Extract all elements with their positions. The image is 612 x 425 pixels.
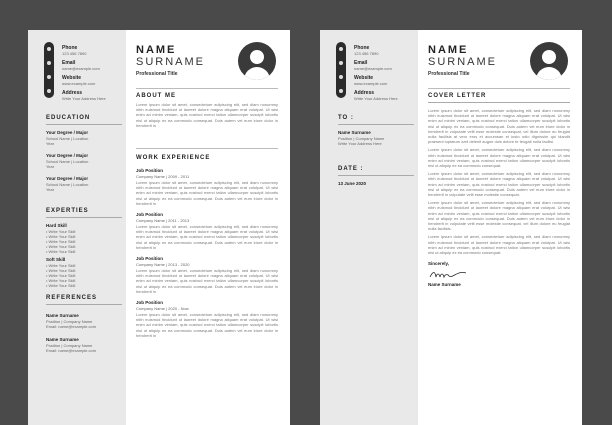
letter-main [418,30,582,425]
professional-title: Professional Title [428,71,470,77]
contact-email [354,60,416,71]
contact-website [354,75,416,86]
first-name: NAME [428,44,469,56]
job-company: Company Name | 2020 - Now [136,306,189,312]
contact-label: Address [354,90,375,96]
contact-label: Address [62,90,83,96]
year: Year [46,141,55,146]
contact-phone [62,45,124,56]
skill-item: • Write Your Skill [46,273,76,278]
reference-name: Name Surname [46,313,79,318]
globe-icon [339,75,343,79]
section-title: COVER LETTER [428,93,487,99]
section-title: REFERENCES [46,295,98,301]
contact-value: www.example.com [354,81,388,86]
degree: Your Degree / Major [46,130,89,135]
contact-value: name@example.com [354,66,392,71]
contact-email [62,60,124,71]
degree: Your Degree / Major [46,176,89,181]
job-company: Company Name | 2011 - 2013 [136,218,190,224]
cover-letter-page [320,30,582,425]
education-item [46,176,122,192]
contact-value: www.example.com [62,81,96,86]
divider [46,304,122,305]
sincerely-text: Sincerely, [428,261,449,267]
contact-label: Email [62,60,76,66]
email-icon [339,61,343,65]
education-section [46,114,122,199]
contact-value: 123 456 7890 [62,51,87,56]
section-title: EXPERTIES [46,208,89,214]
job-company: Company Name | 2013 - 2020 [136,262,190,268]
divider [136,88,278,89]
job-title: Job Position [136,300,163,306]
letter-paragraph: Lorem ipsum dolor sit amet, consectetuer adipiscing elit, sed diam nonummy nibh euismod tincidunt ut laoreet dolore magna aliquam erat volutpat. Ut wisi enim ad minim veniam, quis nostrud exerci tation ullamcorper suscipit lobortis nisl ut aliquip ex ea commodo consequat. [428,147,570,169]
divider [428,88,570,89]
job-item [136,256,278,294]
degree: Your Degree / Major [46,153,89,158]
contact-list [354,45,416,105]
globe-icon [47,75,51,79]
contact-website [62,75,124,86]
reference-position: Position | Company Name [46,319,93,324]
contact-label: Phone [354,45,370,51]
about-text: Lorem ipsum dolor sit amet, consectetuer adipiscing elit, sed diam nonummy nibh euismod tincidunt ut laoreet dolore magna aliquam erat volutpat. Ut wisi enim ad minim veniam, quis nostrud exerci tation ullamcorper suscipit lobortis nisl ut aliquip ex ea commodo consequat. Duis autem vel eum iriure dolor in hendrerit in [136,102,278,128]
recipient-name: Name Surname [338,130,371,135]
section-title: DATE : [338,166,364,172]
job-item [136,300,278,338]
letter-paragraph: Lorem ipsum dolor sit amet, consectetuer adipiscing elit, sed diam nonummy nibh euismod tincidunt ut laoreet dolore magna aliquam erat volutpat. Ut wisi enim ad minim veniam, quis nostrud exerci tation ullamcorper suscipit lobortis nisl ut aliquip ex ea commodo consequat. [428,234,570,256]
letter-paragraph: Lorem ipsum dolor sit amet, consectetuer adipiscing elit, sed diam nonummy nibh euismod tincidunt ut laoreet dolore magna aliquam erat volutpat. Ut wisi enim ad minim veniam, quis nostrud exerci tation ullamcorper suscipit lobortis nisl ut aliquip ex ea commodo consequat. Duis autem vel eum iriure dolor in hendrerit in vulputate velit esse molestie consequat, vel illum dolore eu feugiat nulla facilisis at vero eros et accumsan et iusto odio dignissim qui blandit praesent luptatum zzril delenit augue duis dolore te feugait nulla facilisi. [428,108,570,145]
professional-title: Professional Title [136,71,178,77]
school: School Name | Location [46,136,89,141]
avatar-icon [530,42,568,80]
contact-label: Email [354,60,368,66]
education-item [46,153,122,169]
skill-item: • Write Your Skill [46,283,76,288]
contact-icon-bar [44,42,54,98]
contact-value: Write Your Address Here [62,96,106,101]
divider [46,217,122,218]
divider [428,102,570,103]
resume-sidebar [28,30,126,425]
job-company: Company Name | 2009 - 2011 [136,174,190,179]
year: Year [46,164,55,169]
section-title: TO : [338,115,354,121]
contact-label: Phone [62,45,78,51]
reference-item [46,337,122,353]
year: Year [46,187,55,192]
contact-phone [354,45,416,56]
cover-letter-section [428,92,570,288]
phone-icon [339,47,343,51]
contact-value: name@example.com [62,66,100,71]
section-title: WORK EXPERIENCE [136,155,211,161]
contact-address [354,90,416,101]
skill-item: • Write Your Skill [46,229,76,234]
skill-item: • Write Your Skill [46,278,76,283]
job-text: Lorem ipsum dolor sit amet, consectetuer adipiscing elit, sed diam nonummy nibh euismod tincidunt ut laoreet dolore magna aliquam erat volutpat. Ut wisi enim ad minim veniam, quis nostrud exerci tation ullamcorper suscipit lobortis nisl ut aliquip ex ea commodo consequat. Duis autem vel eum iriure dolor in hendrerit in [136,180,278,206]
experties-section [46,207,122,288]
contact-icon-bar [336,42,346,98]
divider [46,124,122,125]
skill-item: • Write Your Skill [46,268,76,273]
avatar-icon [238,42,276,80]
job-title: Job Position [136,256,163,262]
signature-icon [428,268,468,282]
phone-icon [47,47,51,51]
reference-email: Email: name@example.com [46,348,97,353]
contact-list [62,45,124,105]
job-title: Job Position [136,212,163,218]
last-name: SURNAME [136,56,206,68]
reference-email: Email: name@example.com [46,324,97,329]
contact-value: 123 456 7890 [354,51,379,56]
recipient-position: Position | Company Name [338,136,385,141]
recipient-address: Write Your Address Here [338,141,382,146]
divider [136,148,278,149]
contact-address [62,90,124,101]
section-title: ABOUT ME [136,93,176,99]
letter-date: 13 June 2020 [338,181,367,186]
resume-page [28,30,290,425]
location-pin-icon [47,89,51,93]
soft-skill-title: Soft Skill [46,257,66,262]
last-name: SURNAME [428,56,498,68]
section-title: EDUCATION [46,115,91,121]
first-name: NAME [136,44,177,56]
location-pin-icon [339,89,343,93]
references-section [46,294,122,359]
about-section [136,92,278,128]
skill-item: • Write Your Skill [46,234,76,239]
job-text: Lorem ipsum dolor sit amet, consectetuer adipiscing elit, sed diam nonummy nibh euismod tincidunt ut laoreet dolore magna aliquam erat volutpat. Ut wisi enim ad minim veniam, quis nostrud exerci tation ullamcorper suscipit lobortis nisl ut aliquip ex ea commodo consequat. Duis autem vel eum iriure dolor in hendrerit in [136,224,278,250]
education-item [46,130,122,146]
skill-item: • Write Your Skill [46,249,76,254]
reference-item [46,313,122,329]
contact-label: Website [62,75,82,81]
divider [338,124,414,125]
job-item [136,212,278,250]
skill-item: • Write Your Skill [46,263,76,268]
contact-label: Website [354,75,374,81]
school: School Name | Location [46,182,89,187]
letter-paragraph: Lorem ipsum dolor sit amet, consectetuer adipiscing elit, sed diam nonummy nibh euismod tincidunt ut laoreet dolore magna aliquam erat volutpat. Ut wisi enim ad minim veniam, quis nostrud exerci tation ullamcorper suscipit lobortis nisl ut aliquip ex ea commodo consequat. Duis autem vel eum iriure dolor in hendrerit in vulputate velit esse molestie consequat, vel illum dolore eu feugiat nulla facilisis. [428,200,570,232]
job-text: Lorem ipsum dolor sit amet, consectetuer adipiscing elit, sed diam nonummy nibh euismod tincidunt ut laoreet dolore magna aliquam erat volutpat. Ut wisi enim ad minim veniam, quis nostrud exerci tation ullamcorper suscipit lobortis nisl ut aliquip ex ea commodo consequat. Duis autem vel eum iriure dolor in hendrerit in [136,312,278,338]
skill-item: • Write Your Skill [46,239,76,244]
reference-name: Name Surname [46,337,79,342]
job-item [136,168,278,206]
skill-item: • Write Your Skill [46,244,76,249]
divider [338,175,414,176]
letter-paragraph: Lorem ipsum dolor sit amet, consectetuer adipiscing elit, sed diam nonummy nibh euismod tincidunt ut laoreet dolore magna aliquam erat volutpat. Ut wisi enim ad minim veniam, quis nostrud exerci tation ullamcorper suscipit lobortis nisl ut aliquip ex ea commodo consequat. Duis autem vel eum iriure dolor in hendrerit in vulputate velit esse molestie consequat. [428,171,570,198]
letter-sidebar [320,30,418,425]
date-section [338,165,414,187]
recipient-section [338,114,414,146]
school: School Name | Location [46,159,89,164]
signer-name: Name Surname [428,282,461,288]
email-icon [47,61,51,65]
hard-skill-title: Hard Skill [46,223,67,228]
work-section [136,154,278,344]
resume-main [126,30,290,425]
reference-position: Position | Company Name [46,343,93,348]
job-text: Lorem ipsum dolor sit amet, consectetuer adipiscing elit, sed diam nonummy nibh euismod tincidunt ut laoreet dolore magna aliquam erat volutpat. Ut wisi enim ad minim veniam, quis nostrud exerci tation ullamcorper suscipit lobortis nisl ut aliquip ex ea commodo consequat. Duis autem vel eum iriure dolor in hendrerit in [136,268,278,294]
contact-value: Write Your Address Here [354,96,398,101]
job-title: Job Position [136,168,163,173]
